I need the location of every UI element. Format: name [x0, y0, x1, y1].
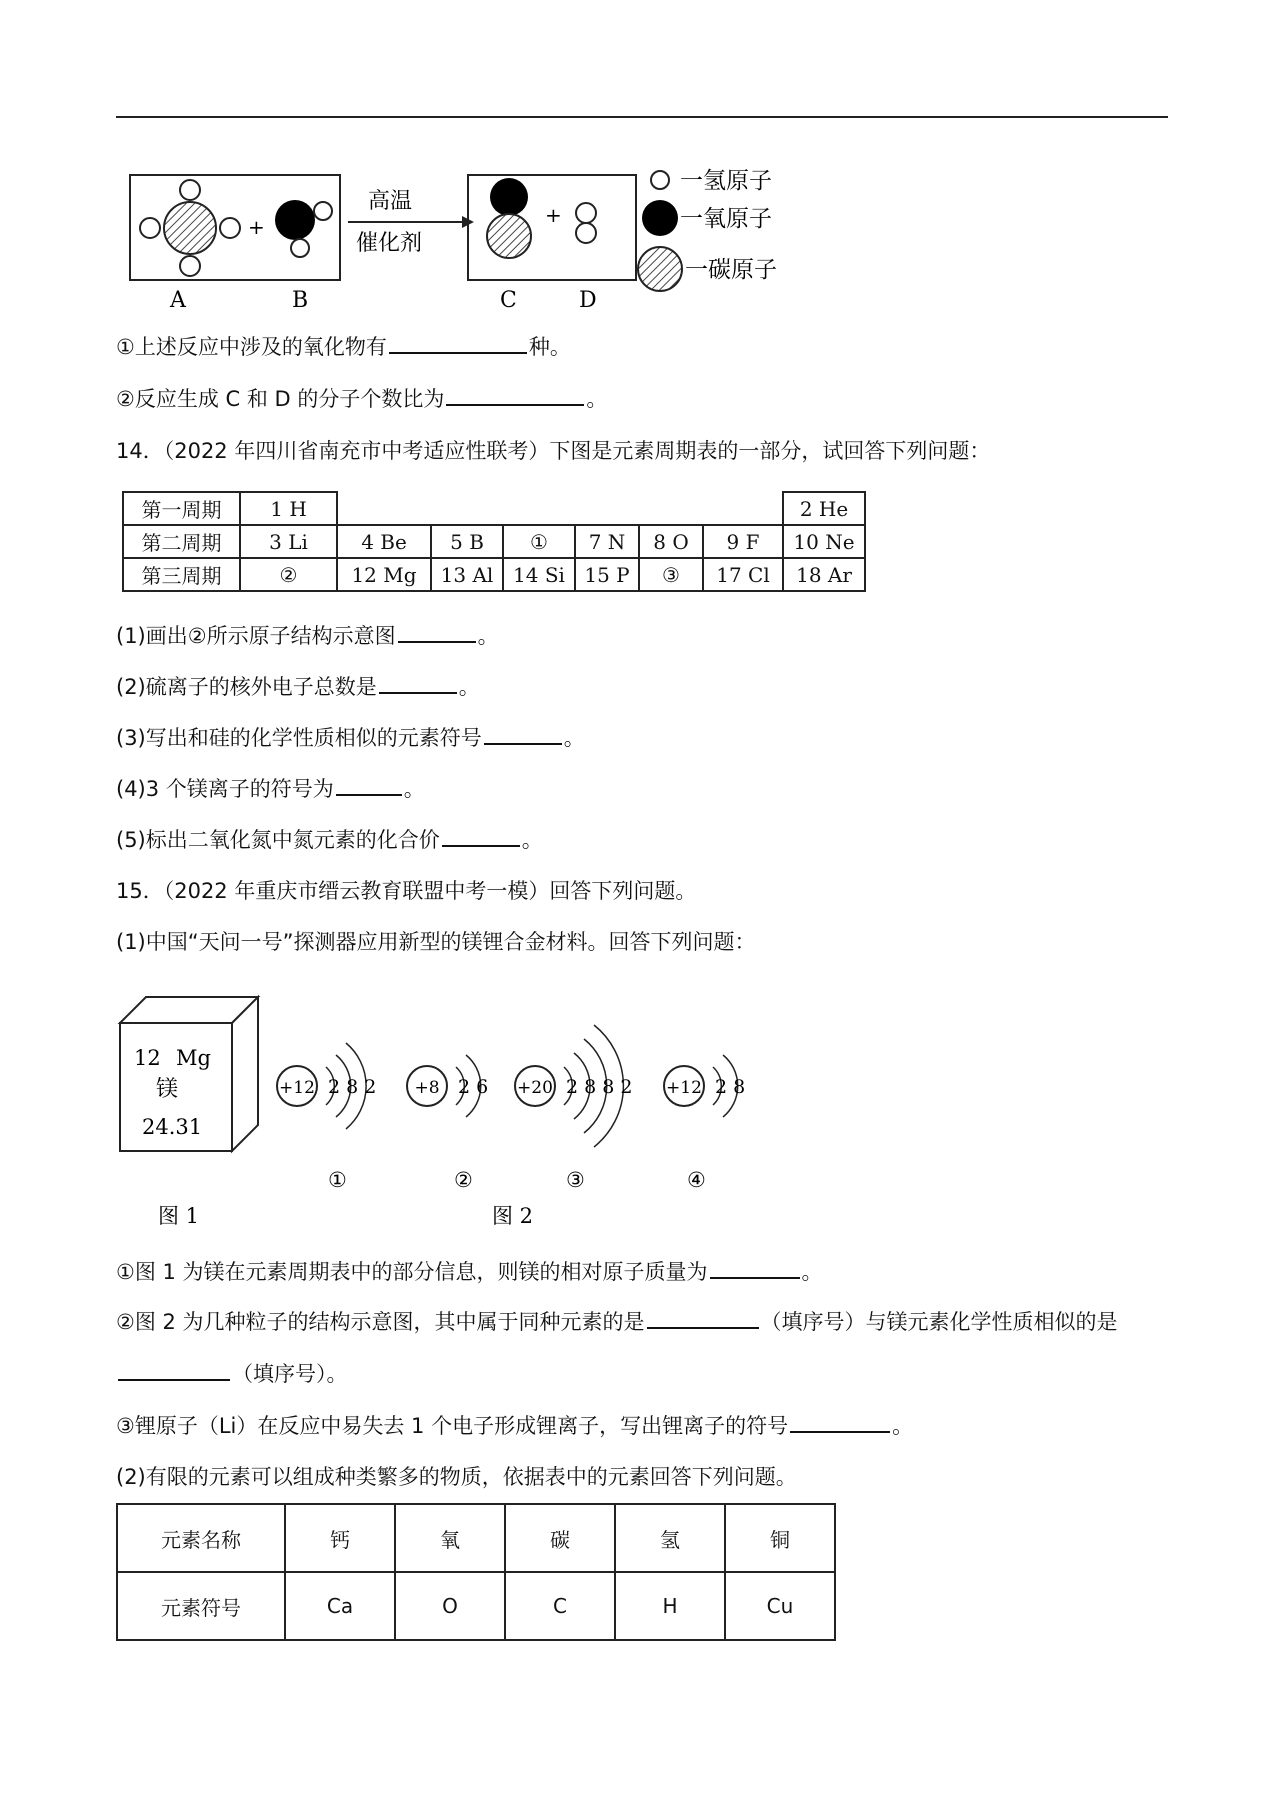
q13-item-1: ①上述反应中涉及的氧化物有 种。: [116, 332, 571, 362]
element-number: 12: [134, 1046, 161, 1070]
a-carbon-atom: [164, 202, 216, 254]
svg-text:2 8 8 2: 2 8 8 2: [566, 1076, 633, 1098]
atom-label-4: ④: [687, 1168, 706, 1192]
q15-sub-1: (1)中国“天问一号”探测器应用新型的镁锂合金材料。回答下列问题：: [116, 930, 756, 954]
q14-sub-2: (2)硫离子的核外电子总数是 。: [116, 672, 480, 702]
atom-diagram-4: [664, 1055, 745, 1117]
fig1-caption: 图 1: [158, 1204, 200, 1228]
q15-sub-2: (2)有限的元素可以组成种类繁多的物质，依据表中的元素回答下列问题。: [116, 1465, 797, 1489]
element-symbol: Mg: [176, 1046, 211, 1070]
answer-blank[interactable]: [118, 1359, 230, 1381]
label-c: C: [500, 288, 517, 313]
table-row: 第一周期 1 H 2 He: [123, 492, 865, 525]
answer-blank[interactable]: [442, 825, 520, 847]
answer-blank[interactable]: [398, 621, 476, 643]
q15-answer-1: ①图 1 为镁在元素周期表中的部分信息，则镁的相对原子质量为 。: [116, 1257, 823, 1287]
label-a: A: [170, 288, 186, 313]
c-oxygen-atom: [490, 178, 528, 216]
label-b: B: [292, 288, 309, 313]
atom-diagram-2: [407, 1055, 488, 1117]
svg-text:+12: +12: [279, 1078, 315, 1098]
answer-blank[interactable]: [484, 723, 562, 745]
periodic-table-excerpt: [122, 491, 866, 592]
element-mass: 24.31: [142, 1115, 203, 1139]
answer-blank[interactable]: [647, 1307, 759, 1329]
answer-blank[interactable]: [790, 1411, 890, 1433]
svg-text:2 8: 2 8: [715, 1076, 746, 1098]
element-name: 镁: [156, 1077, 179, 1102]
svg-text:2 8 2: 2 8 2: [328, 1076, 377, 1098]
b-oxygen-atom: [275, 200, 315, 240]
fig2-caption: 图 2: [492, 1204, 534, 1228]
atom-label-2: ②: [454, 1168, 473, 1192]
svg-text:+20: +20: [517, 1078, 553, 1098]
answer-blank[interactable]: [389, 332, 527, 354]
atom-label-1: ①: [328, 1168, 347, 1192]
plus-sign-2: +: [545, 203, 562, 227]
q14-sub-4: (4)3 个镁离子的符号为 。: [116, 774, 425, 804]
header-rule: [116, 116, 1168, 118]
c-carbon-atom: [487, 214, 531, 258]
atom-diagram-1: [277, 1043, 376, 1129]
label-d: D: [579, 288, 597, 313]
q14-sub-3: (3)写出和硅的化学性质相似的元素符号 。: [116, 723, 585, 753]
q15-header: 15．（2022 年重庆市缙云教育联盟中考一模）回答下列问题。: [116, 879, 697, 903]
legend-carbon-text: 一碳原子: [685, 257, 777, 283]
q14-header: 14．（2022 年四川省南充市中考适应性联考）下图是元素周期表的一部分，试回答下列问题：: [116, 439, 991, 463]
answer-blank[interactable]: [710, 1257, 800, 1279]
answer-blank[interactable]: [379, 672, 457, 694]
q13-item-2: ②反应生成 C 和 D 的分子个数比为 。: [116, 384, 607, 414]
q14-sub-5: (5)标出二氧化氮中氮元素的化合价 。: [116, 825, 543, 855]
svg-text:2 6: 2 6: [458, 1076, 489, 1098]
table-row: 元素名称 钙 氧 碳 氢 铜: [117, 1504, 835, 1572]
q15-figures: [110, 985, 780, 1230]
atom-label-3: ③: [566, 1168, 585, 1192]
table-row: 第二周期 3 Li 4 Be 5 B ① 7 N 8 O 9 F 10 Ne: [123, 525, 865, 558]
condition-bottom: 催化剂: [356, 231, 423, 256]
q15-answer-2: ②图 2 为几种粒子的结构示意图，其中属于同种元素的是 （填序号）与镁元素化学性质相似的是（填序号）。: [116, 1296, 1166, 1400]
q15-answer-3: ③锂原子（Li）在反应中易失去 1 个电子形成锂离子，写出锂离子的符号 。: [116, 1411, 913, 1441]
legend-carbon-icon: [638, 247, 682, 291]
condition-top: 高温: [368, 189, 413, 214]
table-row: 第三周期 ② 12 Mg 13 Al 14 Si 15 P ③ 17 Cl 18 Ar: [123, 558, 865, 591]
legend-hydrogen-icon: [651, 171, 669, 189]
answer-blank[interactable]: [446, 384, 584, 406]
q14-sub-1: (1)画出②所示原子结构示意图 。: [116, 621, 499, 651]
svg-text:+8: +8: [414, 1078, 440, 1098]
plus-sign-1: +: [248, 215, 265, 239]
answer-blank[interactable]: [336, 774, 402, 796]
table-row: 元素符号 Ca O C H Cu: [117, 1572, 835, 1640]
legend-hydrogen-text: 一氢原子: [680, 168, 772, 194]
svg-text:+12: +12: [666, 1078, 702, 1098]
legend-oxygen-text: 一氧原子: [680, 206, 772, 232]
legend-oxygen-icon: [642, 200, 678, 236]
element-table: [116, 1503, 836, 1641]
reaction-diagram: [120, 150, 820, 315]
atom-diagram-3: [515, 1025, 632, 1147]
